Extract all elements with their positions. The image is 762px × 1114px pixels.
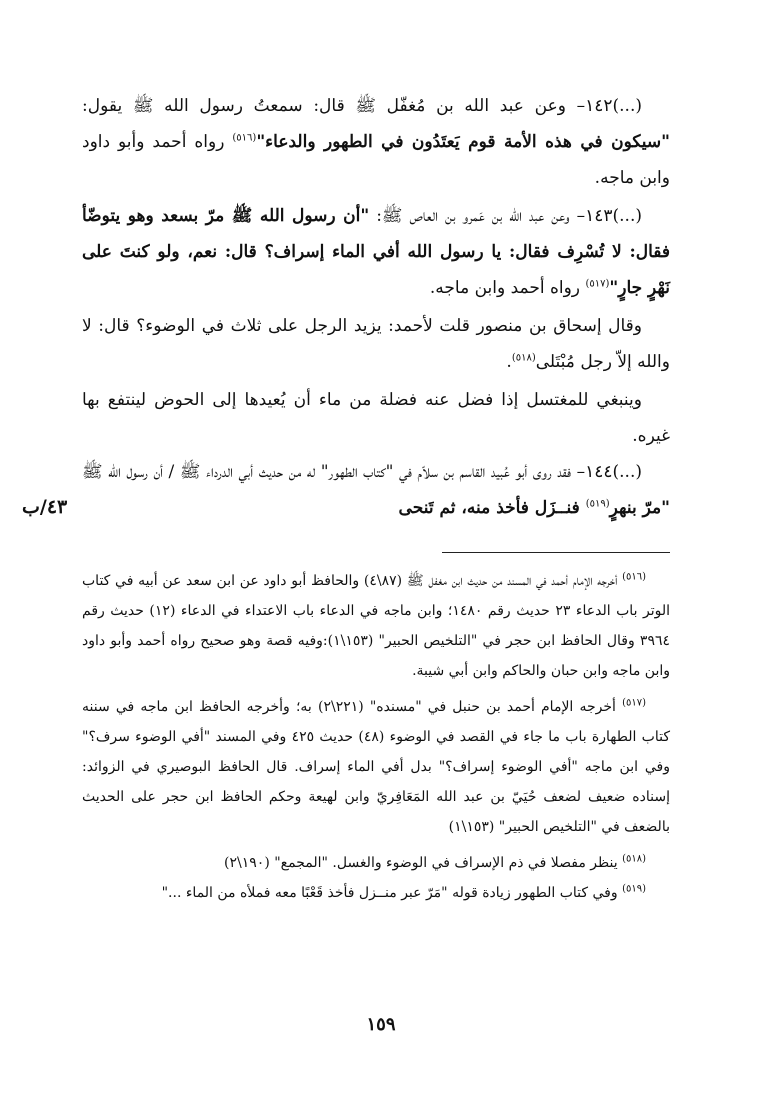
footnotes [82, 566, 670, 908]
ishaq-end: . [506, 352, 512, 372]
hadith-143-intro: (...)١٤٣– وعن عبد الله بن عَمرو بن العاص ﷺ: [369, 206, 642, 226]
footnote-number: (٥١٧) [622, 697, 646, 709]
hadith-143-source: رواه أحمد وابن ماجه. [429, 278, 586, 298]
footnote-ref-517[interactable]: (٥١٧) [585, 278, 610, 290]
footnote-518 [82, 848, 670, 878]
footnote-text: وفي كتاب الطهور زيادة قوله "مَرّ عبر منــزل فأخذ قَعْبًا معه فملأه من الماء ..." [161, 885, 623, 901]
footnote-517 [82, 692, 670, 842]
footnote-text: أخرجه الإمام أحمد بن حنبل في "مسنده" (٢٢١\٢) به؛ وأخرجه الحافظ ابن ماجه في سننه كتاب الطهارة باب ما جاء في القصد في الوضوء (٤٨) حديث ٤٢٥ وفي المسند "أفي الوضوء سرف؟" وفي ابن ماجه "أفي الوضوء إسراف؟" بدل أفي الماء إسراف. قال الحافظ البوصيري في الزوائد: إسناده ضعيف لضعف حُيَيّ بن عبد الله المَعَافِريّ وابن لهيعة وحكم الحافظ ابن حجر على الحديث بالضعف في "التلخيص الحبير" (١٥٣\١) [82, 699, 670, 835]
footnote-ref-519[interactable]: (٥١٩) [585, 498, 610, 510]
footnote-516 [82, 566, 670, 686]
hadith-143-quote: "أن رسول الله ﷺ مرّ بسعد وهو يتوضّأ فقال: لا تُسْرِف فقال: يا رسول الله أفي الماء إسراف؟ قال: نعم، ولو كنتَ على نَهْرٍ جارٍ" [82, 206, 670, 298]
footnote-number: (٥١٩) [622, 883, 646, 895]
main-text [82, 88, 670, 526]
hadith-144-quote-cont: فنــزَل فأخذ منه، ثم تَنحى [398, 498, 586, 518]
hadith-142-source: رواه أحمد وأبو داود وابن ماجه. [82, 132, 670, 188]
footnote-number: (٥١٦) [622, 571, 647, 583]
footnote-ref-518[interactable]: (٥١٨) [511, 352, 536, 364]
footnote-number: (٥١٨) [622, 853, 646, 865]
hadith-144-quote: "مرّ بنهرٍ [609, 498, 670, 518]
footnote-ref-516[interactable]: (٥١٦) [232, 132, 257, 144]
footnote-divider [442, 552, 670, 553]
ishaq-text: وقال إسحاق بن منصور قلت لأحمد: يزيد الرجل على ثلاث في الوضوء؟ قال: لا والله إلاّ رجل مُبْتَلى [82, 316, 670, 372]
manuscript-folio-marker: ٤٣/ب [22, 496, 68, 518]
paragraph-ishaq [82, 308, 670, 380]
footnote-text: أخرجه الإمام أحمد في المسند من حديث ابن مغفل ﷺ (٨٧\٤) والحافظ أبو داود عن ابن سعد عن أبيه في كتاب الوتر باب الدعاء ٢٣ حديث رقم ١٤٨٠؛ وابن ماجه في الدعاء باب الاعتداء في الدعاء (١٢) حديث رقم ٣٩٦٤ وقال الحافظ ابن حجر في "التلخيص الحبير" (١٥٣\١):وفيه قصة وهو صحيح رواه أحمد وأبو داود وابن ماجه وابن حبان والحاكم وابن أبي شيبة. [82, 573, 670, 679]
hadith-142-intro: (...)١٤٢– وعن عبد الله بن مُغفّل ﷺ قال: سمعتُ رسول الله ﷺ يقول: [82, 96, 642, 116]
page-number: ١٥٩ [366, 1014, 396, 1035]
paragraph-hadith-142 [82, 88, 670, 196]
footnote-text: ينظر مفصلا في ذم الإسراف في الوضوء والغسل. "المجمع" (١٩٠\٢) [224, 855, 623, 871]
hadith-142-quote: "سيكون في هذه الأمة قوم يَعتَدُون في الطهور والدعاء" [256, 132, 671, 152]
paragraph-hadith-143 [82, 198, 670, 306]
footnote-519 [82, 878, 670, 908]
paragraph-hadith-144 [82, 454, 670, 526]
paragraph-mughtasil: وينبغي للمغتسل إذا فضل عنه فضلة من ماء أن يُعيدها إلى الحوض لينتفع بها غيره. [82, 390, 670, 446]
hadith-144-intro: (...)١٤٤– فقد روى أبو عُبيد القاسم بن سلاّم في "كتاب الطهور" له من حديث أبي الدرداء ﷺ / أن رسول الله ﷺ [82, 462, 642, 482]
